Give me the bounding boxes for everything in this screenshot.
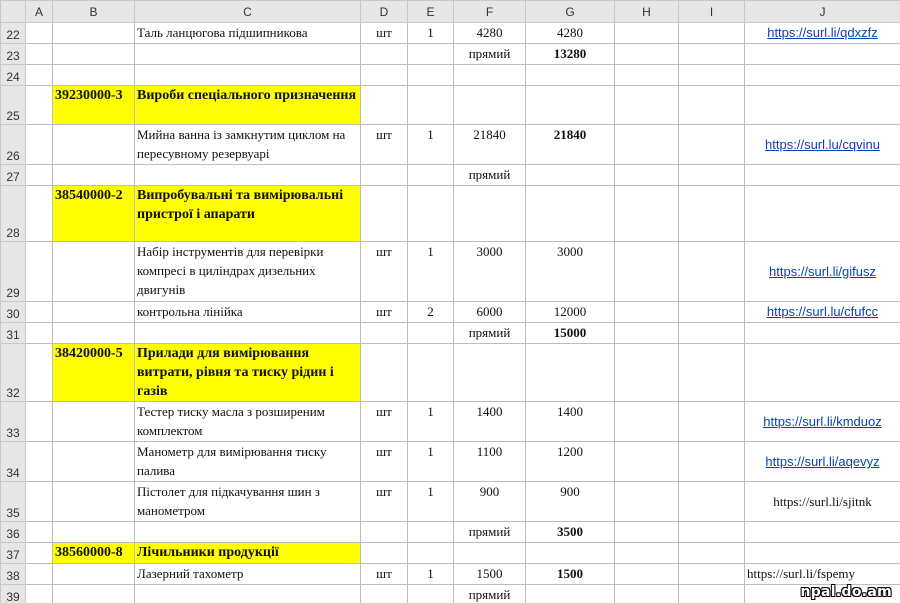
qty-cell[interactable]: 1 xyxy=(408,482,454,522)
category-name-cell[interactable]: Вироби спеціального призначення xyxy=(135,86,361,125)
cell[interactable] xyxy=(526,65,615,86)
cell[interactable] xyxy=(615,44,679,65)
table-row xyxy=(1,23,900,44)
subtotal-label-cell[interactable]: прямий xyxy=(454,44,526,65)
cell[interactable] xyxy=(526,344,615,402)
cell[interactable] xyxy=(679,585,745,603)
cell[interactable] xyxy=(745,522,900,543)
sum-cell[interactable]: 900 xyxy=(526,482,615,522)
cell[interactable] xyxy=(745,344,900,402)
cell[interactable] xyxy=(26,44,53,65)
cell[interactable] xyxy=(26,323,53,344)
cell[interactable] xyxy=(361,522,408,543)
qty-cell[interactable]: 1 xyxy=(408,564,454,585)
subtotal-label-cell[interactable]: прямий xyxy=(454,165,526,186)
row-header[interactable]: 31 xyxy=(1,323,26,344)
price-cell[interactable]: 4280 xyxy=(454,23,526,44)
cell[interactable] xyxy=(745,165,900,186)
row-header[interactable]: 37 xyxy=(1,543,26,564)
category-code-cell[interactable]: 38420000-5 xyxy=(53,344,135,402)
category-code-cell[interactable]: 38560000-8 xyxy=(53,543,135,564)
link-cell[interactable] xyxy=(745,442,900,482)
table-row xyxy=(1,125,900,165)
cell[interactable] xyxy=(408,543,454,564)
cell[interactable] xyxy=(615,165,679,186)
col-header-a[interactable]: A xyxy=(26,1,53,23)
price-cell[interactable]: 21840 xyxy=(454,125,526,165)
cell[interactable] xyxy=(26,482,53,522)
table-row xyxy=(1,585,900,603)
category-name-cell[interactable]: Випробувальні та вимірювальні пристрої і апарати xyxy=(135,186,361,242)
sum-cell[interactable]: 21840 xyxy=(526,125,615,165)
cell[interactable] xyxy=(53,442,135,482)
cell[interactable] xyxy=(679,323,745,344)
cell[interactable] xyxy=(745,65,900,86)
link-cell[interactable] xyxy=(745,402,900,442)
cell[interactable] xyxy=(135,522,361,543)
cell[interactable] xyxy=(361,344,408,402)
cell[interactable] xyxy=(53,165,135,186)
category-name-cell[interactable]: Лічильники продукції xyxy=(135,543,361,564)
subtotal-label-cell[interactable]: прямий xyxy=(454,323,526,344)
cell[interactable] xyxy=(53,522,135,543)
item-name-cell[interactable]: Манометр для вимірювання тиску палива xyxy=(135,442,361,482)
link-cell[interactable] xyxy=(745,242,900,302)
qty-cell[interactable]: 1 xyxy=(408,23,454,44)
cell[interactable] xyxy=(53,44,135,65)
cell[interactable] xyxy=(361,44,408,65)
table-row xyxy=(1,44,900,65)
link-cell[interactable] xyxy=(745,564,900,585)
cell[interactable] xyxy=(526,543,615,564)
table-row xyxy=(1,65,900,86)
cell[interactable] xyxy=(679,86,745,125)
cell[interactable] xyxy=(26,23,53,44)
hyperlink[interactable]: https://surl.li/qdxzfz xyxy=(767,25,878,40)
cell[interactable] xyxy=(26,186,53,242)
cell[interactable] xyxy=(53,302,135,323)
col-header-f[interactable]: F xyxy=(454,1,526,23)
table-row xyxy=(1,564,900,585)
cell[interactable] xyxy=(745,323,900,344)
cell[interactable] xyxy=(526,186,615,242)
col-header-e[interactable]: E xyxy=(408,1,454,23)
table-row xyxy=(1,186,900,242)
cell[interactable] xyxy=(679,44,745,65)
row-header[interactable]: 35 xyxy=(1,482,26,522)
row-header[interactable]: 27 xyxy=(1,165,26,186)
select-all-corner[interactable] xyxy=(1,1,26,23)
cell[interactable] xyxy=(679,242,745,302)
qty-cell[interactable]: 1 xyxy=(408,402,454,442)
cell[interactable] xyxy=(135,323,361,344)
cell[interactable] xyxy=(745,186,900,242)
cell[interactable] xyxy=(615,442,679,482)
cell[interactable] xyxy=(135,165,361,186)
link-text[interactable]: https://surl.li/fspemy xyxy=(747,566,855,581)
subtotal-label-cell[interactable]: прямий xyxy=(454,522,526,543)
row-header[interactable]: 23 xyxy=(1,44,26,65)
cell[interactable] xyxy=(408,165,454,186)
table-row xyxy=(1,165,900,186)
unit-cell[interactable]: шт xyxy=(361,242,408,302)
cell[interactable] xyxy=(26,165,53,186)
cell[interactable] xyxy=(679,543,745,564)
col-header-h[interactable]: H xyxy=(615,1,679,23)
row-header[interactable]: 34 xyxy=(1,442,26,482)
qty-cell[interactable]: 1 xyxy=(408,442,454,482)
cell[interactable] xyxy=(408,65,454,86)
price-cell[interactable]: 1400 xyxy=(454,402,526,442)
row-header[interactable]: 26 xyxy=(1,125,26,165)
cell[interactable] xyxy=(26,86,53,125)
cell[interactable] xyxy=(454,344,526,402)
table-row xyxy=(1,522,900,543)
price-cell[interactable]: 900 xyxy=(454,482,526,522)
cell[interactable] xyxy=(615,242,679,302)
table-row xyxy=(1,344,900,402)
link-cell[interactable] xyxy=(745,482,900,522)
cell[interactable] xyxy=(53,402,135,442)
col-header-d[interactable]: D xyxy=(361,1,408,23)
row-header[interactable]: 22 xyxy=(1,23,26,44)
cell[interactable] xyxy=(408,323,454,344)
unit-cell[interactable]: шт xyxy=(361,442,408,482)
cell[interactable] xyxy=(615,344,679,402)
hyperlink[interactable]: https://surl.lu/cqvinu xyxy=(765,137,880,152)
qty-cell[interactable]: 1 xyxy=(408,242,454,302)
cell[interactable] xyxy=(408,344,454,402)
item-name-cell[interactable]: Таль ланцюгова підшипникова xyxy=(135,23,361,44)
cell[interactable] xyxy=(679,402,745,442)
cell[interactable] xyxy=(408,585,454,603)
cell[interactable] xyxy=(135,65,361,86)
cell[interactable] xyxy=(26,402,53,442)
cell[interactable] xyxy=(26,125,53,165)
cell[interactable] xyxy=(679,442,745,482)
cell[interactable] xyxy=(53,482,135,522)
cell[interactable] xyxy=(53,323,135,344)
cell[interactable] xyxy=(615,302,679,323)
cell[interactable] xyxy=(615,522,679,543)
price-cell[interactable]: 6000 xyxy=(454,302,526,323)
cell[interactable] xyxy=(26,302,53,323)
unit-cell[interactable]: шт xyxy=(361,402,408,442)
row-header[interactable]: 30 xyxy=(1,302,26,323)
row-header[interactable]: 24 xyxy=(1,65,26,86)
cell[interactable] xyxy=(745,543,900,564)
unit-cell[interactable]: шт xyxy=(361,482,408,522)
cell[interactable] xyxy=(26,442,53,482)
cell[interactable] xyxy=(679,344,745,402)
link-cell[interactable] xyxy=(745,125,900,165)
cell[interactable] xyxy=(615,482,679,522)
cell[interactable] xyxy=(679,564,745,585)
cell[interactable] xyxy=(26,543,53,564)
subtotal-label-cell[interactable]: прямий xyxy=(454,585,526,603)
unit-cell[interactable]: шт xyxy=(361,125,408,165)
cell[interactable] xyxy=(26,585,53,603)
cell[interactable] xyxy=(135,44,361,65)
category-code-cell[interactable]: 39230000-3 xyxy=(53,86,135,125)
cell[interactable] xyxy=(615,23,679,44)
row-header[interactable]: 25 xyxy=(1,86,26,125)
watermark: npal.do.am xyxy=(800,584,892,600)
cell[interactable] xyxy=(615,564,679,585)
table-row xyxy=(1,86,900,125)
cell[interactable] xyxy=(615,402,679,442)
sum-cell[interactable]: 12000 xyxy=(526,302,615,323)
cell[interactable] xyxy=(526,585,615,603)
cell[interactable] xyxy=(135,585,361,603)
col-header-c[interactable]: C xyxy=(135,1,361,23)
item-name-cell[interactable]: Набір інструментів для перевірки компресі в циліндрах дизельних двигунів xyxy=(135,242,361,302)
row-header[interactable]: 28 xyxy=(1,186,26,242)
table-row xyxy=(1,442,900,482)
cell[interactable] xyxy=(408,44,454,65)
cell[interactable] xyxy=(26,344,53,402)
cell[interactable] xyxy=(53,65,135,86)
table-row xyxy=(1,242,900,302)
cell[interactable] xyxy=(679,165,745,186)
cell[interactable] xyxy=(361,543,408,564)
cell[interactable] xyxy=(679,522,745,543)
link-cell[interactable] xyxy=(745,302,900,323)
column-header-row xyxy=(1,1,900,23)
cell[interactable] xyxy=(408,522,454,543)
cell[interactable] xyxy=(26,522,53,543)
subtotal-value-cell[interactable]: 3500 xyxy=(526,522,615,543)
sum-cell[interactable]: 4280 xyxy=(526,23,615,44)
hyperlink[interactable]: https://surl.li/aqevyz xyxy=(765,454,880,469)
row-header[interactable]: 38 xyxy=(1,564,26,585)
item-name-cell[interactable]: контрольна лінійка xyxy=(135,302,361,323)
category-code-cell[interactable]: 38540000-2 xyxy=(53,186,135,242)
cell[interactable] xyxy=(53,242,135,302)
sum-cell[interactable]: 1500 xyxy=(526,564,615,585)
subtotal-value-cell[interactable]: 15000 xyxy=(526,323,615,344)
item-name-cell[interactable]: Пістолет для підкачування шин з манометром xyxy=(135,482,361,522)
col-header-i[interactable]: I xyxy=(679,1,745,23)
row-header[interactable]: 32 xyxy=(1,344,26,402)
link-text[interactable]: https://surl.li/sjitnk xyxy=(773,494,872,509)
unit-cell[interactable]: шт xyxy=(361,302,408,323)
cell[interactable] xyxy=(679,302,745,323)
sum-cell[interactable]: 1400 xyxy=(526,402,615,442)
cell[interactable] xyxy=(408,186,454,242)
sum-cell[interactable]: 1200 xyxy=(526,442,615,482)
cell[interactable] xyxy=(26,65,53,86)
table-row xyxy=(1,482,900,522)
unit-cell[interactable]: шт xyxy=(361,564,408,585)
cell[interactable] xyxy=(615,585,679,603)
qty-cell[interactable]: 2 xyxy=(408,302,454,323)
cell[interactable] xyxy=(615,186,679,242)
cell[interactable] xyxy=(26,564,53,585)
row-header[interactable]: 36 xyxy=(1,522,26,543)
cell[interactable] xyxy=(53,585,135,603)
cell[interactable] xyxy=(679,23,745,44)
cell[interactable] xyxy=(615,125,679,165)
cell[interactable] xyxy=(745,86,900,125)
cell[interactable] xyxy=(454,186,526,242)
cell[interactable] xyxy=(361,165,408,186)
col-header-g[interactable]: G xyxy=(526,1,615,23)
category-name-cell[interactable]: Прилади для вимірювання витрати, рівня та тиску рідин і газів xyxy=(135,344,361,402)
cell[interactable] xyxy=(53,125,135,165)
row-header[interactable]: 29 xyxy=(1,242,26,302)
cell[interactable] xyxy=(361,186,408,242)
cell[interactable] xyxy=(615,86,679,125)
cell[interactable] xyxy=(53,23,135,44)
col-header-b[interactable]: B xyxy=(53,1,135,23)
table-row xyxy=(1,402,900,442)
item-name-cell[interactable]: Лазерний тахометр xyxy=(135,564,361,585)
link-cell[interactable] xyxy=(745,23,900,44)
cell[interactable] xyxy=(454,65,526,86)
cell[interactable] xyxy=(526,86,615,125)
cell[interactable] xyxy=(454,543,526,564)
cell[interactable] xyxy=(615,323,679,344)
cell[interactable] xyxy=(361,86,408,125)
row-header[interactable]: 39 xyxy=(1,585,26,603)
cell[interactable] xyxy=(679,186,745,242)
cell[interactable] xyxy=(361,323,408,344)
table-row xyxy=(1,323,900,344)
cell[interactable] xyxy=(526,165,615,186)
hyperlink[interactable]: https://surl.li/gifusz xyxy=(769,264,876,279)
cell[interactable] xyxy=(361,65,408,86)
cell[interactable] xyxy=(361,585,408,603)
item-name-cell[interactable]: Мийна ванна із замкнутим циклом на пересувному резервуарі xyxy=(135,125,361,165)
item-name-cell[interactable]: Тестер тиску масла з розширеним комплектом xyxy=(135,402,361,442)
table-row xyxy=(1,302,900,323)
row-header[interactable]: 33 xyxy=(1,402,26,442)
hyperlink[interactable]: https://surl.li/kmduoz xyxy=(763,414,882,429)
col-header-j[interactable]: J xyxy=(745,1,900,23)
unit-cell[interactable]: шт xyxy=(361,23,408,44)
cell[interactable] xyxy=(26,242,53,302)
cell[interactable] xyxy=(408,86,454,125)
sum-cell[interactable]: 3000 xyxy=(526,242,615,302)
cell[interactable] xyxy=(745,44,900,65)
cell[interactable] xyxy=(679,125,745,165)
cell[interactable] xyxy=(615,65,679,86)
subtotal-value-cell[interactable]: 13280 xyxy=(526,44,615,65)
qty-cell[interactable]: 1 xyxy=(408,125,454,165)
price-cell[interactable]: 1500 xyxy=(454,564,526,585)
cell[interactable] xyxy=(615,543,679,564)
cell[interactable] xyxy=(53,564,135,585)
price-cell[interactable]: 1100 xyxy=(454,442,526,482)
table-row xyxy=(1,543,900,564)
price-cell[interactable]: 3000 xyxy=(454,242,526,302)
hyperlink[interactable]: https://surl.lu/cfufcc xyxy=(766,304,879,319)
cell[interactable] xyxy=(679,65,745,86)
cell[interactable] xyxy=(454,86,526,125)
cell[interactable] xyxy=(679,482,745,522)
